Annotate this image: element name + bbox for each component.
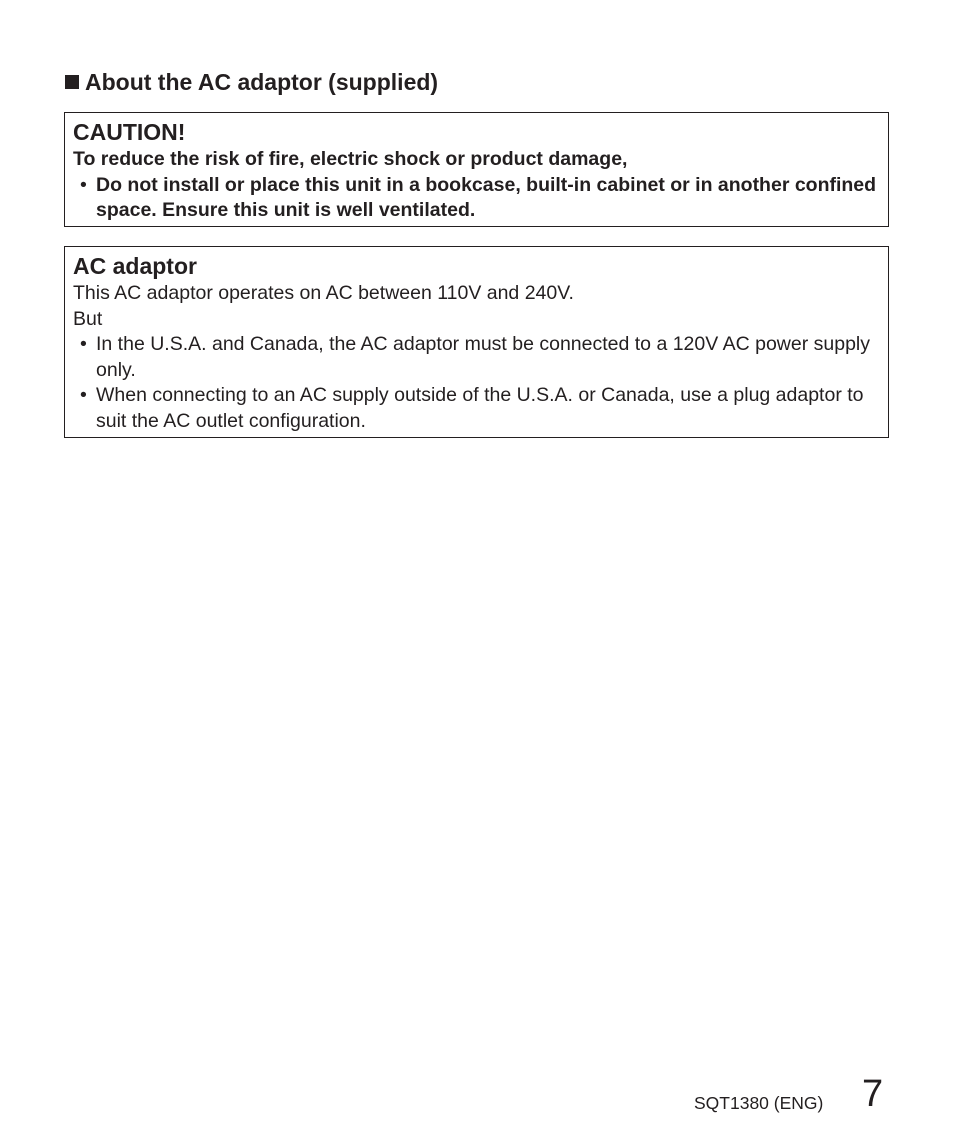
ac-adaptor-line-1: This AC adaptor operates on AC between 110V and 240V. — [73, 282, 574, 304]
section-heading — [65, 68, 438, 96]
ac-adaptor-line-2: But — [73, 307, 103, 330]
caution-box — [64, 112, 889, 227]
square-bullet-icon — [65, 75, 79, 89]
ac-adaptor-bullet-2-text: When connecting to an AC supply outside of the U.S.A. or Canada, use a plug adaptor to suit the AC outlet configuration. — [96, 384, 864, 432]
document-code: SQT1380 (ENG) — [694, 1093, 824, 1113]
ac-adaptor-bullet-2 — [73, 383, 880, 434]
page-number: 7 — [862, 1073, 884, 1115]
ac-adaptor-bullet-1-text: In the U.S.A. and Canada, the AC adaptor must be connected to a 120V AC power supply only. — [96, 333, 870, 381]
ac-adaptor-bullet-1 — [73, 332, 880, 383]
caution-bullet — [73, 173, 880, 224]
caution-intro: To reduce the risk of fire, electric shock or product damage, — [73, 148, 628, 170]
section-heading-text: About the AC adaptor (supplied) — [85, 69, 439, 95]
ac-adaptor-title: AC adaptor — [73, 253, 197, 279]
bullet-dot-icon: • — [80, 384, 87, 406]
caution-bullet-text: Do not install or place this unit in a bookcase, built-in cabinet or in another confined space. Ensure this unit is well ventilated. — [96, 173, 877, 221]
bullet-dot-icon: • — [80, 333, 87, 355]
caution-title: CAUTION! — [73, 119, 186, 145]
bullet-dot-icon: • — [80, 173, 87, 196]
ac-adaptor-box — [64, 246, 889, 438]
